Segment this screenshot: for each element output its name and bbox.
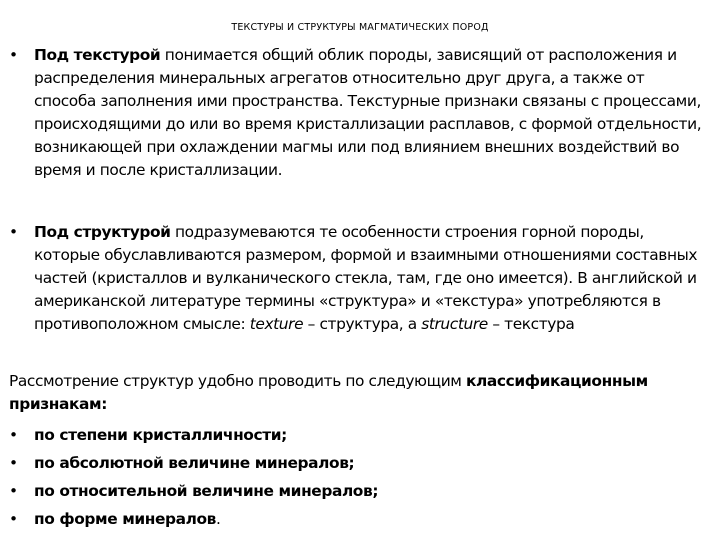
texture-term: Под текстурой xyxy=(34,46,161,64)
classification-item-text: по относительной величине минералов; xyxy=(34,482,379,500)
bullet-icon: • xyxy=(9,46,18,64)
classification-item-text: по абсолютной величине минералов; xyxy=(34,454,355,472)
structure-text: подразумеваются те особенности строения горной породы, которые обуславливаются размером, формой и взаимными отношениями составных частей (кристаллов и вулканического стекла, там, где оно имеется). В английской и американской литературе термины «структура» и «текстура» употребляются в противоположном смысле: xyxy=(34,223,698,333)
bullet-icon: • xyxy=(9,426,18,444)
classification-item-text: по степени кристалличности; xyxy=(34,426,287,444)
slide-title: ТЕКСТУРЫ И СТРУКТУРЫ МАГМАТИЧЕСКИХ ПОРОД xyxy=(231,22,489,33)
structure-term: Под структурой xyxy=(34,223,171,241)
bullet-icon: • xyxy=(9,482,18,500)
classification-intro-text: Рассмотрение структур удобно проводить по следующим xyxy=(9,372,467,390)
structure-end: – текстура xyxy=(487,315,575,333)
classification-intro-bold: классификационным признакам: xyxy=(9,372,648,413)
bullet-icon: • xyxy=(9,510,18,528)
classification-item xyxy=(9,452,709,475)
bullet-icon: • xyxy=(9,223,18,241)
texture-definition xyxy=(9,44,709,182)
classification-intro xyxy=(9,370,709,416)
term-texture-en: texture xyxy=(249,315,304,333)
classification-item-text: по форме минералов xyxy=(34,510,217,528)
classification-item xyxy=(9,508,709,531)
classification-item xyxy=(9,480,709,503)
classification-item xyxy=(9,424,709,447)
bullet-icon: • xyxy=(9,454,18,472)
structure-definition xyxy=(9,221,709,336)
texture-text: понимается общий облик породы, зависящий от расположения и распределения минеральных агрегатов относительно друг друга, а также от способа заполнения ими пространства. Текстурные признаки связаны с процессами, происходящими до или во время кристаллизации расплавов, с формой отдельности, возникающей при охлаждении магмы или под влиянием внешних воздействий во время и после кристаллизации. xyxy=(34,46,702,179)
term-structure-en: structure xyxy=(421,315,488,333)
structure-mid: – структура, а xyxy=(303,315,422,333)
classification-item-rest: . xyxy=(216,510,221,528)
